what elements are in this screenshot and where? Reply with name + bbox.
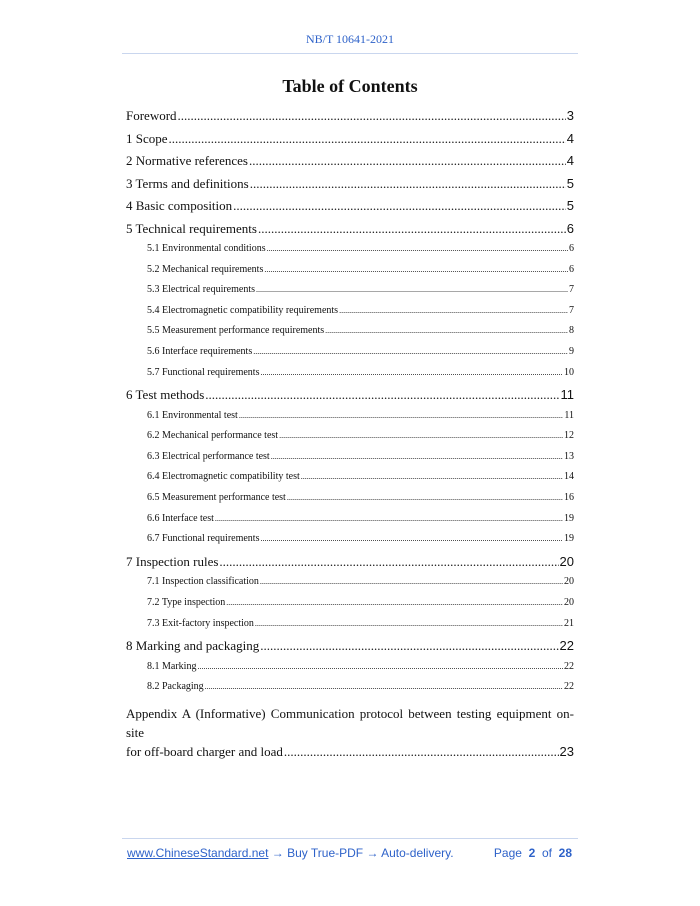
toc-page-number: 9 xyxy=(569,345,574,357)
toc-page-number: 3 xyxy=(566,108,574,123)
toc-entry[interactable] xyxy=(126,638,574,661)
toc-entry[interactable] xyxy=(126,284,574,305)
leader-dots xyxy=(260,577,563,586)
leader-dots xyxy=(339,306,568,315)
toc-page-number: 5 xyxy=(566,198,574,213)
toc-entry[interactable] xyxy=(126,513,574,534)
page-footer xyxy=(127,846,572,860)
toc-page-number: 7 xyxy=(569,304,574,316)
toc-page-number: 20 xyxy=(559,553,574,569)
toc-page-number: 6 xyxy=(569,243,574,254)
toc-page-number: 6 xyxy=(566,220,574,236)
toc-entry[interactable] xyxy=(126,471,574,492)
toc-page-number: 23 xyxy=(559,743,574,759)
toc-entry-label: 6.1 Environmental test xyxy=(147,409,238,421)
toc-entry[interactable] xyxy=(126,576,574,597)
leader-dots xyxy=(249,153,566,169)
leader-dots xyxy=(219,554,558,570)
toc-page-number: 19 xyxy=(564,533,574,545)
leader-dots xyxy=(205,682,563,691)
toc-entry[interactable] xyxy=(126,346,574,367)
page-of: of xyxy=(541,846,552,860)
toc-page-number: 16 xyxy=(564,492,574,504)
leader-dots xyxy=(279,431,563,440)
toc-page-number: 6 xyxy=(569,263,574,275)
toc-entry[interactable] xyxy=(126,410,574,431)
toc-entry[interactable] xyxy=(126,681,574,702)
leader-dots xyxy=(264,265,568,274)
toc-page-number: 11 xyxy=(560,387,574,403)
toc-entry[interactable] xyxy=(126,325,574,346)
toc-page-number: 8 xyxy=(569,325,574,337)
toc-entry-label: 5.4 Electromagnetic compatibility requirements xyxy=(147,304,339,316)
toc-entry-label: 6.5 Measurement performance test xyxy=(147,492,286,504)
page-title: Table of Contents xyxy=(282,76,418,96)
leader-dots xyxy=(271,452,563,461)
leader-dots xyxy=(301,472,563,481)
toc-page-number: 5 xyxy=(566,175,574,191)
leader-dots xyxy=(267,244,568,253)
toc-entry-label: 5.6 Interface requirements xyxy=(147,345,253,357)
toc-entry-label: 3 Terms and definitions xyxy=(126,175,249,191)
leader-dots xyxy=(325,326,568,335)
toc-entry-label: 5.2 Mechanical requirements xyxy=(147,263,264,275)
leader-dots xyxy=(260,368,563,377)
toc-entry-label: 5.7 Functional requirements xyxy=(147,366,260,378)
toc-entry[interactable] xyxy=(126,243,574,264)
toc-entry[interactable] xyxy=(126,131,574,154)
toc-entry-label: 5.5 Measurement performance requirements xyxy=(147,325,325,337)
toc-entry[interactable] xyxy=(126,305,574,326)
leader-dots xyxy=(287,493,563,502)
leader-dots xyxy=(169,131,566,147)
toc-entry[interactable] xyxy=(126,661,574,682)
toc-entry-label: 5 Technical requirements xyxy=(126,220,257,236)
toc-entry-label: 4 Basic composition xyxy=(126,198,233,213)
toc-entry[interactable] xyxy=(126,492,574,513)
toc-page-number: 22 xyxy=(564,681,574,693)
footer-promo-text: → Buy True-PDF → Auto-delivery. xyxy=(268,846,454,860)
toc-entry-label: 6.3 Electrical performance test xyxy=(147,450,270,462)
document-header-code: NB/T 10641-2021 xyxy=(305,32,395,46)
toc-entry[interactable] xyxy=(126,430,574,451)
toc-page-number: 20 xyxy=(564,576,574,588)
toc-entry-label: 8.2 Packaging xyxy=(147,681,204,693)
toc-entry-label: 7.2 Type inspection xyxy=(147,596,226,608)
toc-page-number: 7 xyxy=(569,284,574,296)
toc-entry-label: 5.1 Environmental conditions xyxy=(147,243,266,254)
toc-entry-label: 7.3 Exit-factory inspection xyxy=(147,617,254,629)
leader-dots xyxy=(258,221,566,237)
toc-entry[interactable] xyxy=(126,597,574,618)
toc-entry-label: 7 Inspection rules xyxy=(126,553,219,569)
toc-entry[interactable] xyxy=(126,387,574,410)
toc-entry[interactable] xyxy=(126,108,574,131)
toc-page-number: 4 xyxy=(566,130,574,146)
toc-page-number: 14 xyxy=(564,471,574,483)
toc-entry-label: 6 Test methods xyxy=(126,387,205,403)
toc-page-number: 21 xyxy=(564,617,574,629)
toc-entry-label: 6.7 Functional requirements xyxy=(147,533,260,545)
toc-entry-label: Foreword xyxy=(126,108,177,123)
toc-entry-label: 7.1 Inspection classification xyxy=(147,576,259,588)
toc-entry-label: 6.4 Electromagnetic compatibility test xyxy=(147,471,300,483)
toc-entry-label: 6.2 Mechanical performance test xyxy=(147,430,279,442)
toc-entry-label: 8.1 Marking xyxy=(147,660,197,672)
page-current: 2 xyxy=(528,846,536,860)
toc-entry-label: 5.3 Electrical requirements xyxy=(147,284,256,296)
leader-dots xyxy=(250,176,566,192)
toc-page-number: 22 xyxy=(564,660,574,672)
leader-dots xyxy=(256,285,568,294)
page-total: 28 xyxy=(558,846,572,860)
leader-dots xyxy=(215,514,563,523)
toc-page-number: 4 xyxy=(566,153,574,168)
toc-entry-label: 8 Marking and packaging xyxy=(126,638,260,654)
toc-entry[interactable] xyxy=(126,176,574,199)
leader-dots xyxy=(205,387,559,403)
toc-page-number: 22 xyxy=(559,638,574,654)
page-indicator xyxy=(494,846,572,860)
toc-entry[interactable] xyxy=(126,221,574,244)
toc-entry-label: 6.6 Interface test xyxy=(147,512,214,524)
toc-page-number: 13 xyxy=(564,450,574,462)
toc-entry[interactable] xyxy=(126,618,574,639)
leader-dots xyxy=(233,198,566,214)
page-prefix: Page xyxy=(493,846,522,860)
toc-entry[interactable] xyxy=(126,264,574,285)
appendix-title-line1: Appendix A (Informative) Communication protocol between testing equipment on-site xyxy=(126,705,574,740)
toc-entry[interactable] xyxy=(126,367,574,388)
leader-dots xyxy=(253,347,568,356)
toc-page-number: 12 xyxy=(564,430,574,442)
toc-page-number: 11 xyxy=(564,409,574,421)
leader-dots xyxy=(260,638,558,654)
toc-entry[interactable] xyxy=(126,198,574,221)
toc-entry-label: 2 Normative references xyxy=(126,153,248,168)
toc-entry[interactable] xyxy=(126,451,574,472)
chinesestandard-link[interactable]: www.ChineseStandard.net xyxy=(127,846,269,860)
leader-dots xyxy=(284,742,559,761)
toc-entry-label: 1 Scope xyxy=(126,130,168,146)
leader-dots xyxy=(260,534,563,543)
toc-page-number: 19 xyxy=(564,512,574,524)
toc-entry[interactable] xyxy=(126,554,574,577)
toc-entry[interactable] xyxy=(126,153,574,176)
toc-page-number: 10 xyxy=(564,366,574,378)
appendix-title-line2: for off-board charger and load xyxy=(126,743,283,759)
table-of-contents xyxy=(126,108,574,761)
leader-dots xyxy=(255,619,563,628)
leader-dots xyxy=(178,108,566,124)
header-divider xyxy=(122,53,578,54)
footer-divider xyxy=(122,838,578,839)
leader-dots xyxy=(197,662,563,671)
leader-dots xyxy=(226,598,563,607)
toc-entry[interactable] xyxy=(126,533,574,554)
leader-dots xyxy=(239,411,564,420)
toc-page-number: 20 xyxy=(564,596,574,608)
toc-entry-appendix-a[interactable] xyxy=(126,704,574,761)
